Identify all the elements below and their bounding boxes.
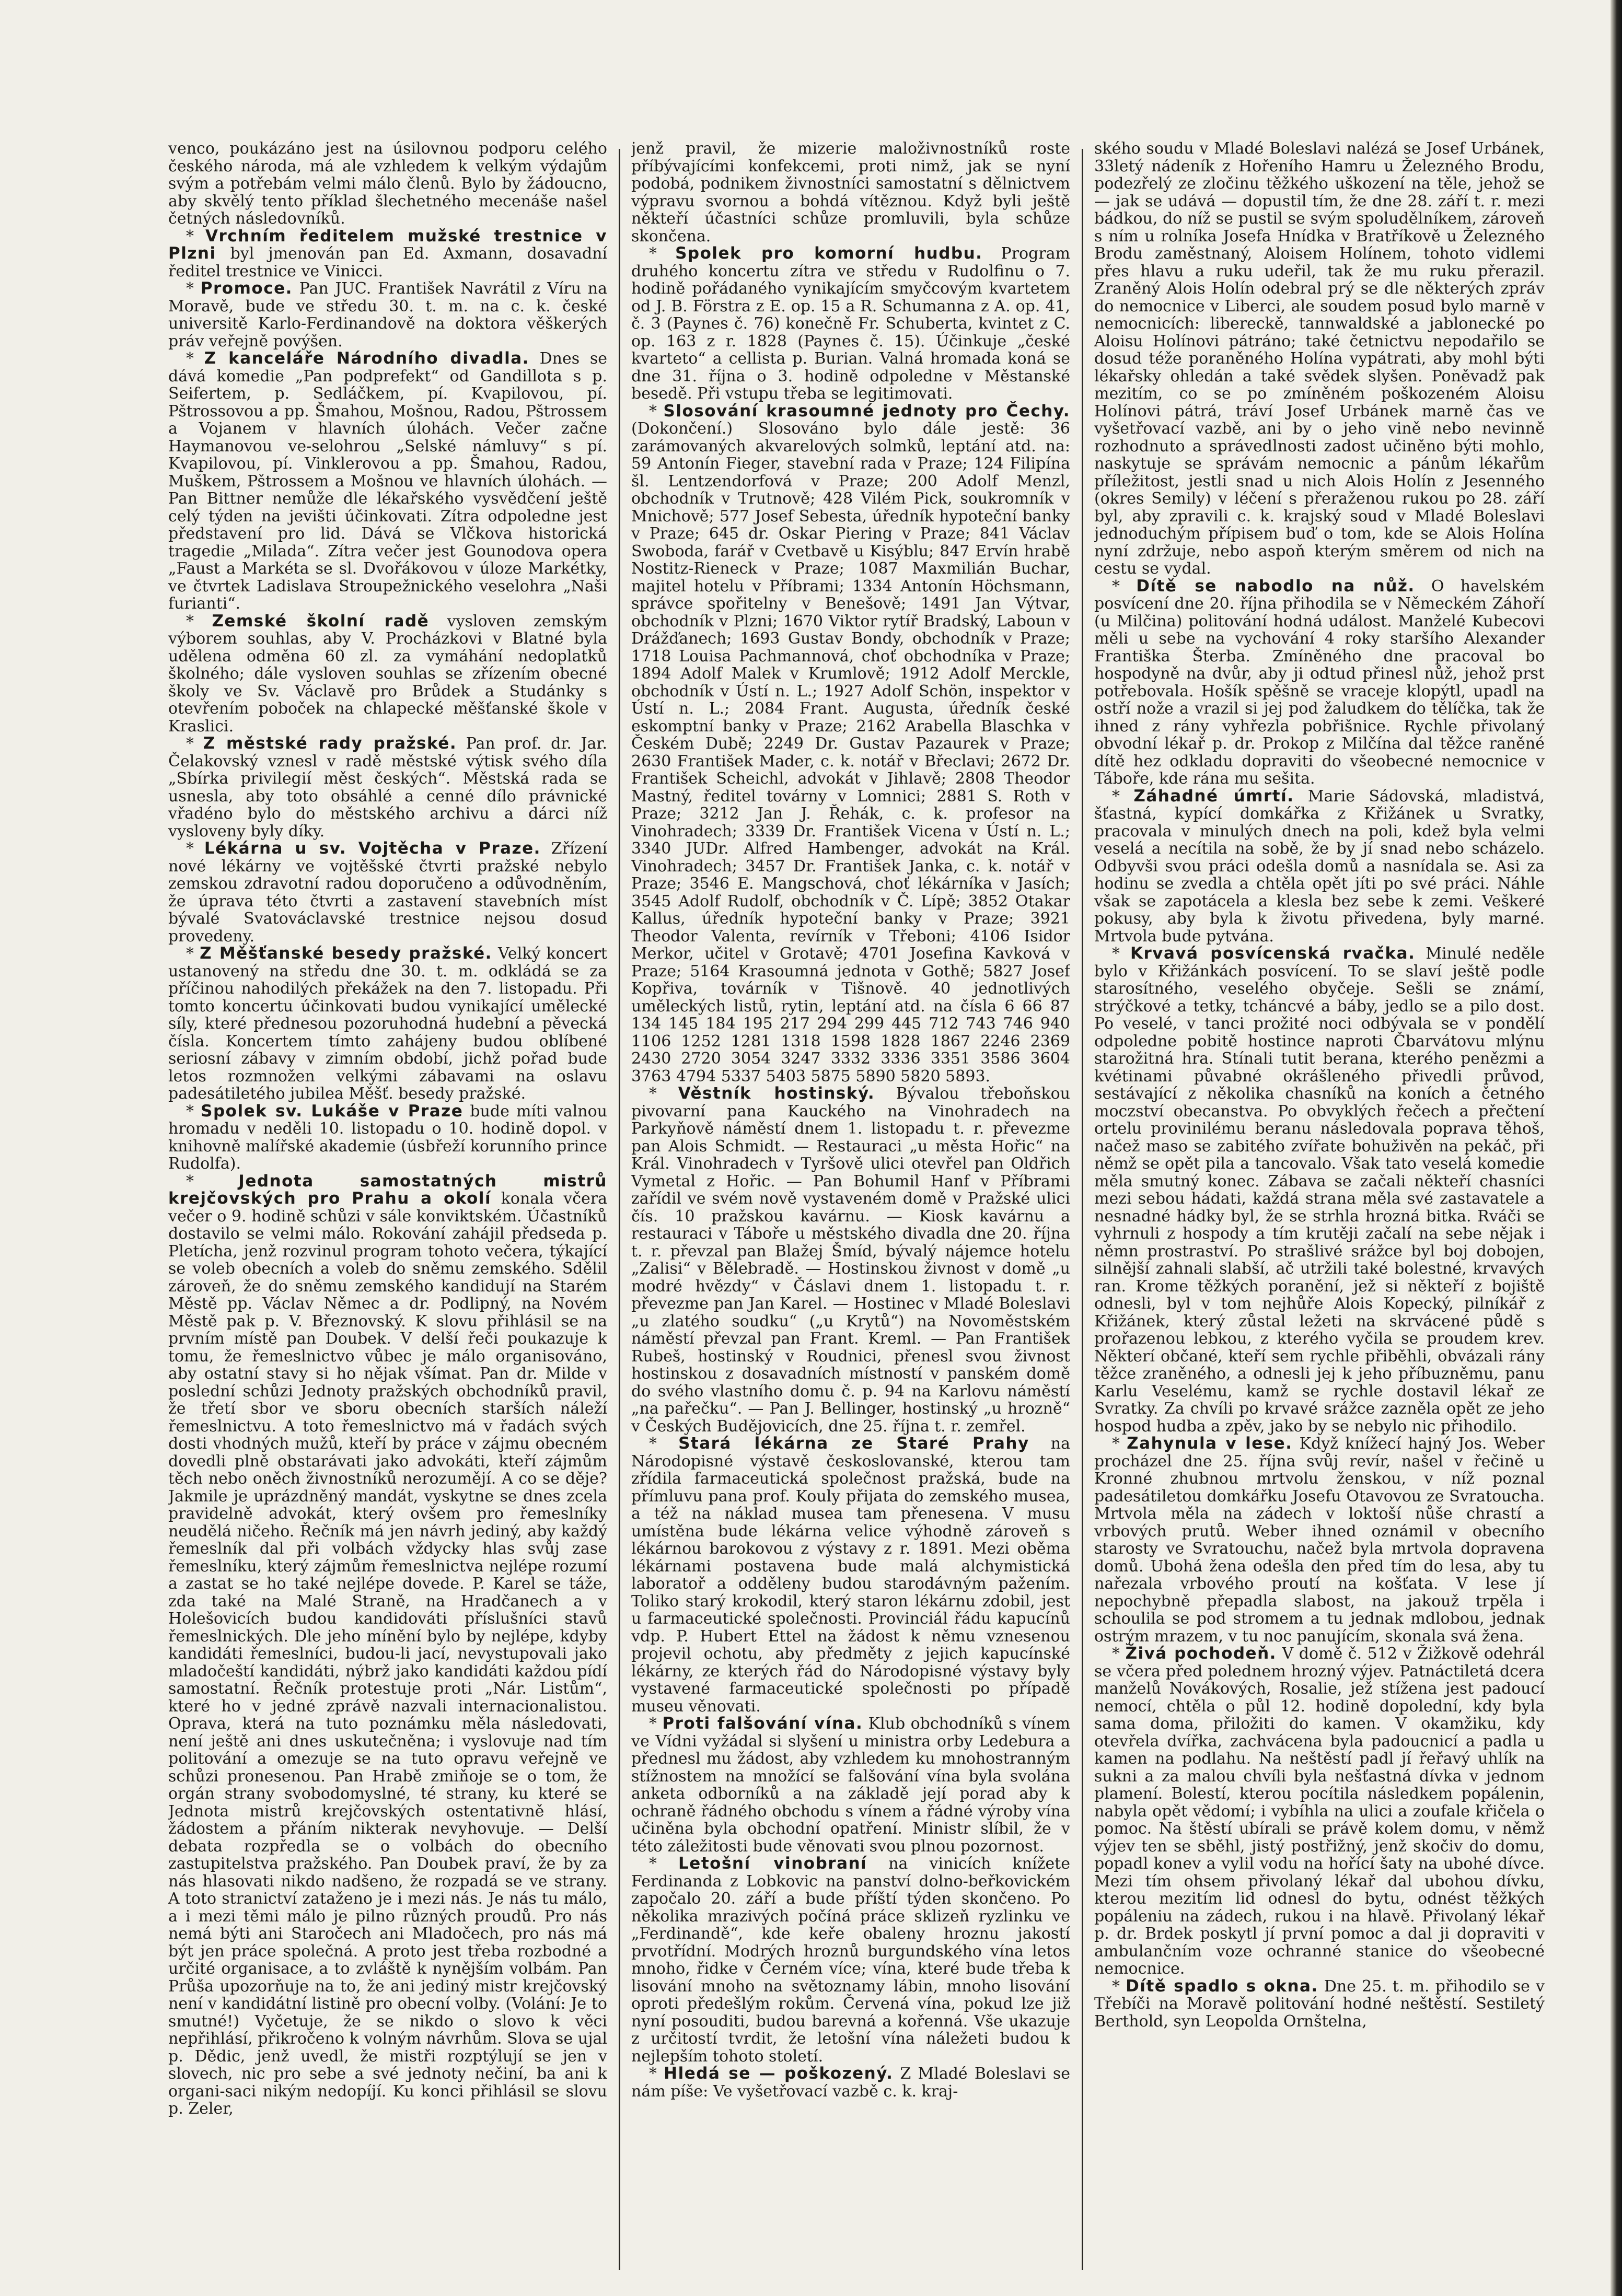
article-text: na vinicích knížete Ferdinanda z Lobkovic na panství dolno-beřkovickém započalo 20. září a bude příští týden skončeno. Po několika mrazivých počíná práce sklizeň ryzlinku ve „Ferdinandě“, kde keře obaleny hroznu jakostí prvotřídní. Modrých hroznů burgundského vína letos mnoho, řidke v Černém více; vína, které bude třeba k lisování mnoho na světoznamy lábin, mnoho lisování oproti předešlým rokům. Červená vína, pokud lze již nyní posouditi, budou barevná a kořenná. Vše ukazuje z určitostí tvrdit, že letošní vína náležeti budou k nejlepším tohoto století. [631,1855,1070,2066]
news-article: * Letošní vinobraní na vinicích knížete Ferdinanda z Lobkovic na panství dolno-beřkovickém započalo 20. září a bude příští týden skončeno. Po několika mrazivých počíná práce sklizeň ryzlinku ve „Ferdinandě“, kde keře obaleny hroznu jakostí prvotřídní. Modrých hroznů burgundského vína letos mnoho, řidke v Černém více; vína, které bude třeba k lisování mnoho na světoznamy lábin, mnoho lisování oproti předešlým rokům. Červená vína, pokud lze již nyní posouditi, budou barevná a kořenná. Vše ukazuje z určitostí tvrdit, že letošní vína náležeti budou k nejlepším tohoto století. [631,1854,1070,2066]
article-text: konala včera večer o 9. hodině schůzi v sále konviktském. Účastníků dostavilo se velmi málo. Rokování zahájil předseda p. Pletícha, jenž rozvinul program tohoto večera, týkající se voleb obecních a voleb do sněmu zemského. Sdělil zároveň, že do sněmu zemského kandidují na Starém Městě pp. Václav Němec a dr. Podlipný, na Novém Městě pak p. V. Březnovský. K slovu přihlásil se na prvním místě pan Doubek. V delší řeči poukazuje k tomu, že řemeslnictvo vůbec je málo organisováno, aby ostatní stavy si ho nějak všímat. Pan dr. Milde v poslední schůzi Jednoty pražských obchodníků pravil, že třetí sbor ve sboru obecních starších náleží řemeslnictvu. A toto řemeslnictvo má v řadách svých dosti vhodných mužů, kteří by práce v zájmu obecném dovedli plně obstarávati jako advokáti, kteří zájmům těch nebo oněch živnostníků nerozumějí. A co se děje? Jakmile je uprázdněný mandát, vyskytne se dnes zcela pravidelně advokát, který ovšem pro řemeslníky neudělá ničeho. Řečník má jen návrh jediný, aby každý řemeslník dal při volbách vždycky hlas svůj zase řemeslníku, který zájmům řemeslnictva nejlépe rozumí a zastat se ho také nejlépe dovede. P. Karel se táže, zda také na Malé Straně, na Hradčanech a v Holešovicích budou kandidováti příslušníci stavů řemeslnických. Dle jeho mínění bylo by nejlépe, kdyby kandidáti řemeslníci, budou-li jací, nevystupovali jako mladočeští kandidáti, nýbrž jako kandidáti každou pídí samostatní. Řečník protestuje proti „Nár. Listům“, které ho v jedné zprávě nazvali internacionalistou. Oprava, která na tuto poznámku měla následovati, není ještě ani dnes uskutečněna; i vyslovuje nad tím politování a omezuje se na tuto opravu veřejně ve schůzi pronesenou. Pan Hrabě zmiňoje se o tom, že orgán strany svobodomyslné, té strany, ku které se Jednota mistrů krejčovských ostentativně hlásí, žádostem a přáním nikterak nevyhovuje. — Delší debata rozpředla se o volbách do obecního zastupitelstva pražského. Pan Doubek praví, že by za nás hlasovati nikdo nadšeno, že rozpadá se ve strany. A toto stranictví zataženo je i mezi nás. Je nás tu málo, a i mezi těmi málo je pilno různých proudů. Pro nás nemá býti ani Staročech ani Mladočech, pro nás má být jen práce společná. A proto jest třeba rozbodné a určité organisace, a to zvláště k nynějším volbám. Pan Průša upozorňuje na to, že ani jediný mistr krejčovský není v kandidátní listině pro obecní volby. (Volání: Je to smutné!) Vyčetuje, že se nikdo o slovo k věci nepřihlásí, přikročeno k volným návrhům. Slova se ujal p. Dědic, jenž uvedl, že mistři rozptýlují se jen v slovech, nic pro sebe a své jednoty nečiní, ba ani k organi-saci nikým nedopíjí. Ku konci přihlásil se slovu p. Zeler, [168,1190,607,2118]
article-text: Dne 25. t. m. přihodilo se v Třebíči na Moravě politování hodné neštěstí. Sestiletý Berthold, syn Leopolda Ornštelna, [1094,1977,1545,2031]
article-text: O havelském posvícení dne 20. října přihodila se v Německém Záhoří (u Milčina) politování hodná událost. Manželé Kubecovi měli u sebe na vychování 4 roky staršího Alexander Františka Šterba. Zmíněného dne pracoval bo hospodyně na dvůr, aby ji odtud přinesl nůž, jehož prst potřebovala. Hošík spěšně se vraceje klopýtl, upadl na ostří nože a vrazil si jej pod žaludkem do tělíčka, tak že ihned z rány vyhřezla pobřišnice. Rychle přivolaný obvodní lékař p. dr. Prokop z Milčína dal těžce raněné dítě hez odkladu dopraviti do všeobecné nemocnice v Táboře, kde rána mu sešita. [1094,577,1545,788]
article-heading: Záhadné úmrtí. [1133,786,1294,806]
article-heading: Vrchním ředitelem mužské trestnice v Plzni [168,226,607,263]
article-heading: Živá pochodeň. [1125,1644,1277,1663]
article-heading: Z Měšťanské besedy pražské. [200,944,492,963]
article-text: byl jmenován pan Ed. Axmann, dosavadní ředitel trestnice ve Vinicci. [168,244,607,281]
article-text: (Dokončení.) Slosováno bylo dále jestě: 36 zarámovaných akvarelových solmků, leptání atd. na: 59 Antonín Fieger, stavební rada v Praze; 124 Filipína šl. Lentzendorfová v Praze; 200 Adolf Menzl, obchodník v Trutnově; 428 Vilém Pick, soukromník v Mnichově; 577 Josef Sebesta, úředník hypoteční banky v Praze; 645 dr. Oskar Piering v Praze; 841 Václav Swoboda, farář v Cvetbavě u Kisýblu; 847 Ervín hrabě Nostitz-Rieneck v Praze; 1087 Maxmilián Buchar, majitel hotelu v Příbrami; 1334 Antonín Höchsmann, správce spořitelny v Benešově; 1491 Jan Výtvar, obchodník v Plzni; 1670 Viktor rytíř Bradský, Laboun v Drážďanech; 1693 Gustav Bondy, obchodník v Praze; 1718 Louisa Pachmannová, choť obchodníka v Praze; 1894 Adolf Malek v Krumlově; 1912 Adolf Merckle, obchodník v Ústí n. L.; 1927 Adolf Schön, inspektor v Ústí n. L.; 2084 Frant. Augusta, úředník české eskomptní banky v Praze; 2162 Arabella Blaschka v Českém Dubě; 2249 Dr. Gustav Pazaurek v Praze; 2630 František Mader, c. k. notář v Břeclavi; 2672 Dr. František Scheichl, advokát v Jihlavě; 2808 Theodor Mastný, ředitel továrny v Lomnici; 2881 S. Roth v Praze; 3212 Jan J. Řehák, c. k. profesor na Vinohradech; 3339 Dr. František Vicena v Ústí n. L.; 3340 JUDr. Alfred Hambenger, advokát na Král. Vinohradech; 3457 Dr. František Janka, c. k. notář v Praze; 3546 E. Mangschová, choť lékárníka v Jasích; 3545 Adolf Rudolf, obchodník v Č. Lípě; 3852 Otakar Kallus, úředník hypoteční banky v Praze; 3921 Theodor Valenta, revírník v Třeboni; 4106 Isidor Merkor, učitel v Grotavě; 4701 Josefina Kavková v Praze; 5164 Krasoumná jednota v Gothě; 5827 Josef Kopřiva, továrník v Tišnově. 40 jednotlivých uměleckých listů, rytin, leptání atd. na čísla 6 66 87 134 145 184 195 217 294 299 445 712 743 746 940 1106 1252 1281 1318 1598 1828 1867 2246 2369 2430 2720 3054 3247 3332 3336 3351 3586 3604 3763 4794 5337 5403 5875 5890 5820 5893. [631,419,1070,1086]
article-heading: Hledá se — poškozený. [664,2064,894,2083]
article-heading: Letošní vinobraní [678,1854,867,1873]
article-text: ského soudu v Mladé Boleslavi nalézá se Josef Urbánek, 33letý nádeník z Hořeního Hamru u Železného Brodu, podezřelý ze zločinu těžkého uškození na těle, jehož se — jak se udává — dopustil tím, že dne 28. září t. r. mezi bádkou, do níž se pustil se svým spoludělníkem, zároveň s ním u rolníka Josefa Hnídka v Bratříkově u Železného Brodu zaměstnaný, Aloisem Holínem, tohoto vidlemi přes hlavu a ruku udeřil, tak že mu ruku přerazil. Zraněný Alois Holín odebral prý se dle některých zpráv do nemocnice v Liberci, ale soudem posud bylo marně v nemocnicích: libereckě, tannwaldské a jablonecké po Aloisu Holínovi pátráno; také četnictvu nepodařilo se dosud téže poraněného Holína vypátrati, aby mohl býti lékařsky ohledán a také svědek slyšen. Poněvadž pak mezitím, co se po zmíněném poškozeném Aloisu Holínovi pátrá, tráví Josef Urbánek marně čas ve vyšetřovací vazbě, ani by o jeho vině nebo nevinně rozhodnuto a správedlnosti zadost učiněno býti mohlo, naskytuje se správám nemocnic a pánům lékařům příležitost, jestli snad u nich Alois Holín z Jesenného (okres Semily) v léčení s přeraženou rukou po 28. září byl, aby zpravili c. k. krajský soud v Mladé Boleslavi jednoduchým přípisem buď o tom, kde se Alois Holína nyní zdržuje, nebo aspoň kterým směrem od nich na cestu se vydal. [1094,140,1545,578]
article-heading: Lékárna u sv. Vojtěcha v Praze. [204,839,541,858]
article-heading: Proti falšování vína. [662,1714,863,1733]
article-heading: Dítě se nabodlo na nůž. [1136,576,1415,596]
news-article: * Stará lékárna ze Staré Prahy na Národopisné výstavě českoslovanské, kterou tam zřídila farmaceutická společnost pražská, bude na přímluvu pana prof. Kouly přijata do zemského musea, a též na náklad musea tam přenesena. V musu umístěna bude lékárna velice výhodně zároveň s lékárnou barokovou z výstavy z r. 1891. Mezi oběma lékárnami postavena bude malá alchymistická laboratoř a odděleny budou starodávným pažením. Toliko starý krokodil, který staron lékárnu zdobil, jest u farmaceutické společnosti. Provinciál řádu kapucínů vdp. P. Hubert Ettel na žádost k němu vznesenou projevil ochotu, aby předměty z jejich kapucínské lékárny, ze kterých řád do Národopisné výstavy byly vystavené farmaceutické společnosti po případě museu věnovati. [631,1434,1070,1716]
news-article: * Proti falšování vína. Klub obchodníků s vínem ve Vídni vyžádal si slyšení u ministra orby Ledebura a přednesl mu žádost, aby vzhledem ku mnohostranným stížnostem na množící se falšování vína byla svolána anketa odborníků a na základě její porad aby k ochraně řádného obchodu s vínem a řádné výroby vína učiněna byla obchodní opatření. Ministr slíbil, že v této záležitosti bude věnovati svou plnou pozornost. [631,1714,1070,1856]
news-article: * Spolek sv. Lukáše v Praze bude míti valnou hromadu v neděli 10. listopadu o 10. hodině dopol. v knihovně malířské akademie (úsbřeží korunního prince Rudolfa). [168,1101,607,1173]
news-article: * Dítě se nabodlo na nůž. O havelském posvícení dne 20. října přihodila se v Německém Záhoří (u Milčina) politování hodná událost. Manželé Kubecovi měli u sebe na vychování 4 roky staršího Alexander Františka Šterba. Zmíněného dne pracoval bo hospodyně na dvůr, aby ji odtud přinesl nůž, jehož prst potřebovala. Hošík spěšně se vraceje klopýtl, upadl na ostří nože a vrazil si jej pod žaludkem do tělíčka, tak že ihned z rány vyhřezla pobřišnice. Rychle přivolaný obvodní lékař p. dr. Prokop z Milčína dal těžce raněné dítě hez odkladu dopraviti do všeobecné nemocnice v Táboře, kde rána mu sešita. [1094,576,1545,788]
article-text: na Národopisné výstavě českoslovanské, kterou tam zřídila farmaceutická společnost pražská, bude na přímluvu pana prof. Kouly přijata do zemského musea, a též na náklad musea tam přenesena. V musu umístěna bude lékárna velice výhodně zároveň s lékárnou barokovou z výstavy z r. 1891. Mezi oběma lékárnami postavena bude malá alchymistická laboratoř a odděleny budou starodávným pažením. Toliko starý krokodil, který staron lékárnu zdobil, jest u farmaceutické společnosti. Provinciál řádu kapucínů vdp. P. Hubert Ettel na žádost k němu vznesenou projevil ochotu, aby předměty z jejich kapucínské lékárny, ze kterých řád do Národopisné výstavy byly vystavené farmaceutické společnosti po případě museu věnovati. [631,1435,1070,1716]
news-article: * Lékárna u sv. Vojtěcha v Praze. Zřízení nové lékárny ve vojtěšské čtvrti pražské nebylo zemskou zdravotní radou doporučeno a odůvodněním, že úprava této čtvrti a zastavení stavebních míst bývalé Svatováclavské trestnice nejsou dosud provedeny. [168,839,607,946]
article-heading: Stará lékárna ze Staré Prahy [678,1434,1029,1453]
article-heading: Slosování krasoumné jednoty pro Čechy. [663,401,1070,421]
article-text: Program druhého koncertu zítra ve středu v Rudolfinu o 7. hodině pořádaného vynikajícím smyčcovým kvartetem od J. B. Förstra z E. op. 15 a R. Schumanna z A. op. 41, č. 3 (Paynes č. 76) konečně Fr. Schuberta, kvintet z C. op. 163 z r. 1828 (Paynes č. 15). Účinkuje „české kvarteto“ a cellista p. Burian. Valná hromada koná se dne 31. října o 3. hodině odpoledne v Městanské besedě. Při vstupu třeba se legitimovati. [631,244,1070,403]
article-heading: Promoce. [200,279,293,298]
article-heading: Spolek pro komorní hudbu. [675,244,983,263]
article-text: venco, poukázáno jest na úsilovnou podporu celého českého národa, má ale vzhledem k velkým výdajům svým a potřebám velmi málo členů. Bylo by žádoucno, aby skvělý tento příklad šlechetného mecenáše našel četných následovníků. [168,140,607,228]
article-heading: Zemské školní radě [212,611,430,631]
article-heading: Z kanceláře Národního divadla. [204,349,529,368]
news-article [168,140,607,228]
news-article: * Krvavá posvícenská rvačka. Minulé neděle bylo v Křižánkách posvícení. To se slaví ještě podle starosítného, veselého obyčeje. Sešli se známí, strýčkové a tetky, tcháncvé a báby, jedlo se a pilo dost. Po veselé, v tanci prožité noci odbývala se v pondělí odpoledne pobitě hostince naproti Čbarvátovu mlýnu starožitná hra. Stínali tutit berana, kterého penězmi a kvétinami půvabné okrášleného přivedli průvod, sestávající z několika chasníků na koních a četného moczství obecanstva. Po obvyklých řečech a přečtení ortelu provinilému beranu následovala poprava těhoš, načež maso se zabitého zvířate bohuživěn na pekáč, při němž se opět pila a tancovalo. Však tato veselá komedie měla smutný konec. Zábava se začali někteří chasníci mezi sebou hádati, každá strana měla své zastavatele a nesnadné hádky byl, že se strhla hrozná bitka. Rváči se vyhrnuli z hospody a tím krutěji začalí na sebe nějak i němn prostraství. Po strašlivé srážce byl boj dobojen, silnější zahnali slabší, ač utržili také bolestné, krvavých ran. Krome těžkých poranění, jež si někteří z bojiště odnesli, byl v tom nejhůře Alois Kopecký, pilníkář z Křižánek, který zůstal ležeti na skrvácené půdě s prořazenou lebkou, z kterého vyčila se proudem krev. Některí občané, kteří sem rychle přiběhli, obvázali rány těžce zraněného, a odnesli jej k jeho příbuzněmu, panu Karlu Veselému, kamž se rychle dostavil lékař ze Svratky. Za chvíli po krvavé srážce zazněla opět ze jeho hospod hudba a zpěv, jako by se nebylo nic přihodilo. [1094,944,1545,1436]
news-article: * Z kanceláře Národního divadla. Dnes se dává komedie „Pan podprefekt“ od Gandillota s p. Seifertem, p. Sedláčkem, pí. Kvapilovou, pí. Pštrossovou a pp. Šmahou, Mošnou, Radou, Pštrossem a Vojanem v hlavních úlohách. Večer začne Haymanovou ve-selohrou „Selské námluvy“ s pí. Kvapilovou, pí. Vinklerovou a pp. Šmahou, Radou, Muškem, Pštrossem a Mošnou ve hlavních úlohách. — Pan Bittner nemůže dle lékařského vysvědčení ještě celý týden na jevišti účinkovati. Zítra odpoledne jest představení pro lid. Dává se Vlčkova historická tragedie „Milada“. Zítra večer jest Gounodova opera „Faust a Markéta se sl. Dvořákovou v úloze Markétky, ve čtvrtek Ladislava Stroupežnického veselohra „Naši furianti“. [168,349,607,613]
column-divider [1082,149,1083,2270]
article-text: Pan JUC. František Navrátil z Víru na Moravě, bude ve středu 30. t. m. na c. k. české universitě Karlo-Ferdinandově na doktora věškerých práv veřejně povýšen. [168,279,607,351]
news-article: * Jednota samostatných mistrů krejčovských pro Prahu a okolí konala včera večer o 9. hodině schůzi v sále konviktském. Účastníků dostavilo se velmi málo. Rokování zahájil předseda p. Pletícha, jenž rozvinul program tohoto večera, týkající se voleb obecních a voleb do sněmu zemského. Sdělil zároveň, že do sněmu zemského kandidují na Starém Městě pp. Václav Němec a dr. Podlipný, na Novém Městě pak p. V. Březnovský. K slovu přihlásil se na prvním místě pan Doubek. V delší řeči poukazuje k tomu, že řemeslnictvo vůbec je málo organisováno, aby ostatní stavy si ho nějak všímat. Pan dr. Milde v poslední schůzi Jednoty pražských obchodníků pravil, že třetí sbor ve sboru obecních starších náleží řemeslnictvu. A toto řemeslnictvo má v řadách svých dosti vhodných mužů, kteří by práce v zájmu obecném dovedli plně obstarávati jako advokáti, kteří zájmům těch nebo oněch živnostníků nerozumějí. A co se děje? Jakmile je uprázdněný mandát, vyskytne se dnes zcela pravidelně advokát, který ovšem pro řemeslníky neudělá ničeho. Řečník má jen návrh jediný, aby každý řemeslník dal při volbách vždycky hlas svůj zase řemeslníku, který zájmům řemeslnictva nejlépe rozumí a zastat se ho také nejlépe dovede. P. Karel se táže, zda také na Malé Straně, na Hradčanech a v Holešovicích budou kandidováti příslušníci stavů řemeslnických. Dle jeho mínění bylo by nejlépe, kdyby kandidáti řemeslníci, budou-li jací, nevystupovali jako mladočeští kandidáti, nýbrž jako kandidáti každou pídí samostatní. Řečník protestuje proti „Nár. Listům“, které ho v jedné zprávě nazvali internacionalistou. Oprava, která na tuto poznámku měla následovati, není ještě ani dnes uskutečněna; i vyslovuje nad tím politování a omezuje se na tuto opravu veřejně ve schůzi pronesenou. Pan Hrabě zmiňoje se o tom, že orgán strany svobodomyslné, té strany, ku které se Jednota mistrů krejčovských ostentativně hlásí, žádostem a přáním nikterak nevyhovuje. — Delší debata rozpředla se o volbách do obecního zastupitelstva pražského. Pan Doubek praví, že by za nás hlasovati nikdo nadšeno, že rozpadá se ve strany. A toto stranictví zataženo je i mezi nás. Je nás tu málo, a i mezi těmi málo je pilno různých proudů. Pro nás nemá býti ani Staročech ani Mladočech, pro nás má být jen práce společná. A proto jest třeba rozbodné a určité organisace, a to zvláště k nynějším volbám. Pan Průša upozorňuje na to, že ani jediný mistr krejčovský není v kandidátní listině pro obecní volby. (Volání: Je to smutné!) Vyčetuje, že se nikdo o slovo k věci nepřihlásí, přikročeno k volným návrhům. Slova se ujal p. Dědic, jenž uvedl, že mistři rozptýlují se jen v slovech, nic pro sebe a své jednoty nečiní, ba ani k organi-saci nikým nedopíjí. Ku konci přihlásil se slovu p. Zeler, [168,1171,607,2118]
article-text: Zřízení nové lékárny ve vojtěšské čtvrti pražské nebylo zemskou zdravotní radou doporučeno a odůvodněním, že úprava této čtvrti a zastavení stavebních míst bývalé Svatováclavské trestnice nejsou dosud provedeny. [168,840,607,946]
news-article: * Promoce. Pan JUC. František Navrátil z Víru na Moravě, bude ve středu 30. t. m. na c. k. české universitě Karlo-Ferdinandově na doktora věškerých práv veřejně povýšen. [168,279,607,351]
news-article [631,140,1070,245]
article-text: Marie Sádovská, mladistvá, šťastná, kypící domkářka z Křižánek u Svratky, pracovala v minulých dnech na poli, kdež byla velmi veselá a necítila na sobě, že by jí snad nebo scházelo. Odbyvši svou práci odešla domů a nasnídala se. Asi za hodinu se zvedla a chtěla opět jíti po své práci. Náhle však se zapotácela a klesla bez sebe k zemi. Veškeré pokusy, aby byla k životu přivedena, byly marné. Mrtvola bude pytvána. [1094,787,1545,946]
article-heading: Jednota samostatných mistrů krejčovských pro Prahu a okolí [168,1171,607,1208]
news-article: * Živá pochodeň. V domě č. 512 v Žižkově odehrál se včera před polednem hrozný výjev. Patnáctiletá dcera manželů Novákových, Rosalie, jež stížena jest padoucí nemocí, chtěla o půl 12. hodině dopolední, kdy byla sama doma, přiložiti do kamen. V okamžiku, kdy otevřela dvířka, zachvácena byla padoucnicí a padla u kamen na podlahu. Na neštěstí padl jí řeřavý uhlík na sukni a za malou chvíli byla nešťastná dívka v jednom plamení. Bolestí, kterou pocítila následkem popálenin, nabyla opět vědomí; i vybíhla na ulici a zoufale křičela o pomoc. Na štěstí ubírali se právě kolem domu, v němž výjev ten se sběhl, jistý postřižný, jenž skočiv do domu, popadl konev a vylil vodu na hořící šaty na ubohé dívce. Mezi tím ohsem přivolaný lékař dal ubohou dívku, kterou mezitím lid odnesl do bytu, odnést těžkých popáleniu na zádech, rukou i na hlavě. Přivolaný lékař p. dr. Brdek poskytl jí první pomoc a dal ji dopraviti v ambulančním voze ochranné stanice do všeobecné nemocnice. [1094,1644,1545,1978]
news-article: * Vrchním ředitelem mužské trestnice v Plzni byl jmenován pan Ed. Axmann, dosavadní ředitel trestnice ve Vinicci. [168,226,607,281]
article-text: vysloven zemským výborem souhlas, aby V. Procházkovi v Blatné byla udělena odměna 60 zl. za vymáhání nedoplatků školného; dále vysloven souhlas se zřízením obecné školy ve Sv. Václavě pro Brůdek a Studánky s otevřením poboček na chlapecké měšťanské škole v Kraslici. [168,612,607,736]
article-text: Z Mladé Boleslavi se nám píše: Ve vyšetřovací vazbě c. k. kraj- [631,2065,1070,2101]
article-text: Když knížecí hajný Jos. Weber procházel dne 25. října svůj revír, našel v řečině u Kronné zhubnou mrtvolu ženskou, v níž poznal padesátiletou domkářku Josefu Otavovou ze Svratoucha. Mrtvola měla na zádech v loktoší nůše chrastí a vrbových prutů. Weber ihned oznámil v obecního starosty ve Svratouchu, načež byla mrtvola dopravena domů. Ubohá žena odešla den před tím do lesa, aby tu nařezala vrbového proutí na košťata. V lese jí nepochybně přepadla slabost, na jakouž trpěla i schoulila se pod stromem a tu jednak mdlobou, jednak ostrým mrazem, v tu noc panujícím, skonala svá žena. [1094,1435,1545,1646]
article-heading: Zahynula v lese. [1127,1434,1293,1453]
column-left [168,140,607,2277]
news-article: * Zahynula v lese. Když knížecí hajný Jos. Weber procházel dne 25. října svůj revír, našel v řečině u Kronné zhubnou mrtvolu ženskou, v níž poznal padesátiletou domkářku Josefu Otavovou ze Svratoucha. Mrtvola měla na zádech v loktoší nůše chrastí a vrbových prutů. Weber ihned oznámil v obecního starosty ve Svratouchu, načež byla mrtvola dopravena domů. Ubohá žena odešla den před tím do lesa, aby tu nařezala vrbového proutí na košťata. V lese jí nepochybně přepadla slabost, na jakouž trpěla i schoulila se pod stromem a tu jednak mdlobou, jednak ostrým mrazem, v tu noc panujícím, skonala svá žena. [1094,1434,1545,1646]
article-heading: Z městské rady pražské. [203,734,457,753]
article-text: V domě č. 512 v Žižkově odehrál se včera před polednem hrozný výjev. Patnáctiletá dcera manželů Novákových, Rosalie, jež stížena jest padoucí nemocí, chtěla o půl 12. hodině dopolední, kdy byla sama doma, přiložiti do kamen. V okamžiku, kdy otevřela dvířka, zachvácena byla padoucnicí a padla u kamen na podlahu. Na neštěstí padl jí řeřavý uhlík na sukni a za malou chvíli byla nešťastná dívka v jednom plamení. Bolestí, kterou pocítila následkem popálenin, nabyla opět vědomí; i vybíhla na ulici a zoufale křičela o pomoc. Na štěstí ubírali se právě kolem domu, v němž výjev ten se sběhl, jistý postřižný, jenž skočiv do domu, popadl konev a vylil vodu na hořící šaty na ubohé dívce. Mezi tím ohsem přivolaný lékař dal ubohou dívku, kterou mezitím lid odnesl do bytu, odnést těžkých popáleniu na zádech, rukou i na hlavě. Přivolaný lékař p. dr. Brdek poskytl jí první pomoc a dal ji dopraviti v ambulančním voze ochranné stanice do všeobecné nemocnice. [1094,1645,1545,1978]
article-text: Velký koncert ustanovený na středu dne 30. t. m. odkládá se za příčinou nahodilých překážek na den 7. listopadu. Při tomto koncertu účinkovati budou vynikající umělecké síly, které přednesou pozoruhodná hudební a pěvecká čísla. Koncertem tímto zahájeny budou oblíbené seriosní zábavy v zimním období, jichž pořad bude letos rozmnožen velkými zábavami na oslavu padesátiletého jubilea Měšť. besedy pražské. [168,945,607,1103]
article-heading: Spolek sv. Lukáše v Praze [201,1101,464,1121]
news-article: * Dítě spadlo s okna. Dne 25. t. m. přihodilo se v Třebíči na Moravě politování hodné neštěstí. Sestiletý Berthold, syn Leopolda Ornštelna, [1094,1976,1545,2031]
page-edge [1611,0,1622,2296]
article-text: bude míti valnou hromadu v neděli 10. listopadu o 10. hodině dopol. v knihovně malířské akademie (úsbřeží korunního prince Rudolfa). [168,1102,607,1173]
news-article: * Hledá se — poškozený. Z Mladé Boleslavi se nám píše: Ve vyšetřovací vazbě c. k. kraj- [631,2064,1070,2101]
column-right [1094,140,1545,2277]
article-text: Pan prof. dr. Jar. Čelakovský vznesl v radě městské výtisk svého díla „Sbírka privilegií měst českých“. Městská rada se usnesla, aby toto obsáhlé a cenné dílo právnické vřadéno bylo do městského archivu a dárci níž vysloveny byly díky. [168,735,607,841]
news-article: * Spolek pro komorní hudbu. Program druhého koncertu zítra ve středu v Rudolfinu o 7. hodině pořádaného vynikajícím smyčcovým kvartetem od J. B. Förstra z E. op. 15 a R. Schumanna z A. op. 41, č. 3 (Paynes č. 76) konečně Fr. Schuberta, kvintet z C. op. 163 z r. 1828 (Paynes č. 15). Účinkuje „české kvarteto“ a cellista p. Burian. Valná hromada koná se dne 31. října o 3. hodině odpoledne v Městanské besedě. Při vstupu třeba se legitimovati. [631,244,1070,403]
article-heading: Krvavá posvícenská rvačka. [1130,944,1416,963]
news-article: * Zemské školní radě vysloven zemským výborem souhlas, aby V. Procházkovi v Blatné byla udělena odměna 60 zl. za vymáhání nedoplatků školného; dále vysloven souhlas se zřízením obecné školy ve Sv. Václavě pro Brůdek a Studánky s otevřením poboček na chlapecké měšťanské škole v Kraslici. [168,611,607,736]
article-text: Dnes se dává komedie „Pan podprefekt“ od Gandillota s p. Seifertem, p. Sedláčkem, pí. Kvapilovou, pí. Pštrossovou a pp. Šmahou, Mošnou, Radou, Pštrossem a Vojanem v hlavních úlohách. Večer začne Haymanovou ve-selohrou „Selské námluvy“ s pí. Kvapilovou, pí. Vinklerovou a pp. Šmahou, Radou, Muškem, Pštrossem a Mošnou ve hlavních úlohách. — Pan Bittner nemůže dle lékařského vysvědčení ještě celý týden na jevišti účinkovati. Zítra odpoledne jest představení pro lid. Dává se Vlčkova historická tragedie „Milada“. Zítra večer jest Gounodova opera „Faust a Markéta se sl. Dvořákovou v úloze Markétky, ve čtvrtek Ladislava Stroupežnického veselohra „Naši furianti“. [168,349,607,613]
news-article: * Slosování krasoumné jednoty pro Čechy. (Dokončení.) Slosováno bylo dále jestě: 36 zarámovaných akvarelových solmků, leptání atd. na: 59 Antonín Fieger, stavební rada v Praze; 124 Filipína šl. Lentzendorfová v Praze; 200 Adolf Menzl, obchodník v Trutnově; 428 Vilém Pick, soukromník v Mnichově; 577 Josef Sebesta, úředník hypoteční banky v Praze; 645 dr. Oskar Piering v Praze; 841 Václav Swoboda, farář v Cvetbavě u Kisýblu; 847 Ervín hrabě Nostitz-Rieneck v Praze; 1087 Maxmilián Buchar, majitel hotelu v Příbrami; 1334 Antonín Höchsmann, správce spořitelny v Benešově; 1491 Jan Výtvar, obchodník v Plzni; 1670 Viktor rytíř Bradský, Laboun v Drážďanech; 1693 Gustav Bondy, obchodník v Praze; 1718 Louisa Pachmannová, choť obchodníka v Praze; 1894 Adolf Malek v Krumlově; 1912 Adolf Merckle, obchodník v Ústí n. L.; 1927 Adolf Schön, inspektor v Ústí n. L.; 2084 Frant. Augusta, úředník české eskomptní banky v Praze; 2162 Arabella Blaschka v Českém Dubě; 2249 Dr. Gustav Pazaurek v Praze; 2630 František Mader, c. k. notář v Břeclavi; 2672 Dr. František Scheichl, advokát v Jihlavě; 2808 Theodor Mastný, ředitel továrny v Lomnici; 2881 S. Roth v Praze; 3212 Jan J. Řehák, c. k. profesor na Vinohradech; 3339 Dr. František Vicena v Ústí n. L.; 3340 JUDr. Alfred Hambenger, advokát na Král. Vinohradech; 3457 Dr. František Janka, c. k. notář v Praze; 3546 E. Mangschová, choť lékárníka v Jasích; 3545 Adolf Rudolf, obchodník v Č. Lípě; 3852 Otakar Kallus, úředník hypoteční banky v Praze; 3921 Theodor Valenta, revírník v Třeboni; 4106 Isidor Merkor, učitel v Grotavě; 4701 Josefina Kavková v Praze; 5164 Krasoumná jednota v Gothě; 5827 Josef Kopřiva, továrník v Tišnově. 40 jednotlivých uměleckých listů, rytin, leptání atd. na čísla 6 66 87 134 145 184 195 217 294 299 445 712 743 746 940 1106 1252 1281 1318 1598 1828 1867 2246 2369 2430 2720 3054 3247 3332 3336 3351 3586 3604 3763 4794 5337 5403 5875 5890 5820 5893. [631,401,1070,1086]
article-text: Bývalou třeboňskou pivovarní pana Kauckého na Vinohradech na Parkyňově náměstí dnem 1. listopadu t. r. převezme pan Alois Schmidt. — Restauraci „u města Hořic“ na Král. Vinohradech v Tyršově ulici otevřel pan Oldřich Vymetal z Hořic. — Pan Bohumil Hanf v Příbrami zařídil ve svém nově vystaveném domě v Pražské ulici čís. 10 pražskou kavárnu. — Kiosk kavárnu a restauraci v Táboře u městského divadla dne 20. října t. r. převzal pan Blažej Šmíd, bývalý nájemce hotelu „Zalisi“ v Bělebradě. — Hostinskou živnost v domě „u modré hvězdy“ v Čáslavi dnem 1. listopadu t. r. převezme pan Jan Karel. — Hostinec v Mladé Boleslavi „u zlatého soudku“ („u Krytů“) na Novoměstském náměstí převzal pan Frant. Kreml. — Pan František Rubeš, hostinský v Roudnici, přenesl svou živnost hostinskou z dosavadních místností v panském domě do svého vlastního domu č. p. 94 na Karlovu náměstí „na pařečku“. — Pan J. Bellinger, hostinský „u hrozně“ v Českých Budějovicích, dne 25. října t. r. zemřel. [631,1085,1070,1436]
column-middle [631,140,1070,2277]
news-article: * Z městské rady pražské. Pan prof. dr. Jar. Čelakovský vznesl v radě městské výtisk svého díla „Sbírka privilegií měst českých“. Městská rada se usnesla, aby toto obsáhlé a cenné dílo právnické vřadéno bylo do městského archivu a dárci níž vysloveny byly díky. [168,734,607,841]
news-article: * Z Měšťanské besedy pražské. Velký koncert ustanovený na středu dne 30. t. m. odkládá se za příčinou nahodilých překážek na den 7. listopadu. Při tomto koncertu účinkovati budou vynikající umělecké síly, které přednesou pozoruhodná hudební a pěvecká čísla. Koncertem tímto zahájeny budou oblíbené seriosní zábavy v zimním období, jichž pořad bude letos rozmnožen velkými zábavami na oslavu padesátiletého jubilea Měšť. besedy pražské. [168,944,607,1103]
column-divider [619,149,620,2270]
article-text: jenž pravil, že mizerie maloživnostníků roste příbývajícími konfekcemi, proti nimž, jak se nyní podobá, podnikem živnostníci samostatní s dělnictvem výpravu svornou a bohdá vítěznou. Když byli ještě někteří účastníci schůze promluvili, byla schůze skončena. [631,140,1070,246]
article-heading: Věstník hostinský. [678,1084,875,1103]
article-text: Klub obchodníků s vínem ve Vídni vyžádal si slyšení u ministra orby Ledebura a přednesl mu žádost, aby vzhledem ku mnohostranným stížnostem na množící se falšování vína byla svolána anketa odborníků a na základě její porad aby k ochraně řádného obchodu s vínem a řádné výroby vína učiněna byla obchodní opatření. Ministr slíbil, že v této záležitosti bude věnovati svou plnou pozornost. [631,1715,1070,1856]
news-article: * Věstník hostinský. Bývalou třeboňskou pivovarní pana Kauckého na Vinohradech na Parkyňově náměstí dnem 1. listopadu t. r. převezme pan Alois Schmidt. — Restauraci „u města Hořic“ na Král. Vinohradech v Tyršově ulici otevřel pan Oldřich Vymetal z Hořic. — Pan Bohumil Hanf v Příbrami zařídil ve svém nově vystaveném domě v Pražské ulici čís. 10 pražskou kavárnu. — Kiosk kavárnu a restauraci v Táboře u městského divadla dne 20. října t. r. převzal pan Blažej Šmíd, bývalý nájemce hotelu „Zalisi“ v Bělebradě. — Hostinskou živnost v domě „u modré hvězdy“ v Čáslavi dnem 1. listopadu t. r. převezme pan Jan Karel. — Hostinec v Mladé Boleslavi „u zlatého soudku“ („u Krytů“) na Novoměstském náměstí převzal pan Frant. Kreml. — Pan František Rubeš, hostinský v Roudnici, přenesl svou živnost hostinskou z dosavadních místností v panském domě do svého vlastního domu č. p. 94 na Karlovu náměstí „na pařečku“. — Pan J. Bellinger, hostinský „u hrozně“ v Českých Budějovicích, dne 25. října t. r. zemřel. [631,1084,1070,1436]
article-text: Minulé neděle bylo v Křižánkách posvícení. To se slaví ještě podle starosítného, veselého obyčeje. Sešli se známí, strýčkové a tetky, tcháncvé a báby, jedlo se a pilo dost. Po veselé, v tanci prožité noci odbývala se v pondělí odpoledne pobitě hostince naproti Čbarvátovu mlýnu starožitná hra. Stínali tutit berana, kterého penězmi a kvétinami půvabné okrášleného přivedli průvod, sestávající z několika chasníků na koních a četného moczství obecanstva. Po obvyklých řečech a přečtení ortelu provinilému beranu následovala poprava těhoš, načež maso se zabitého zvířate bohuživěn na pekáč, při němž se opět pila a tancovalo. Však tato veselá komedie měla smutný konec. Zábava se začali někteří chasníci mezi sebou hádati, každá strana měla své zastavatele a nesnadné hádky byl, že se strhla hrozná bitka. Rváči se vyhrnuli z hospody a tím krutěji začalí na sebe nějak i němn prostraství. Po strašlivé srážce byl boj dobojen, silnější zahnali slabší, ač utržili také bolestné, krvavých ran. Krome těžkých poranění, jež si někteří z bojiště odnesli, byl v tom nejhůře Alois Kopecký, pilníkář z Křižánek, který zůstal ležeti na skrvácené půdě s prořazenou lebkou, z kterého vyčila se proudem krev. Některí občané, kteří sem rychle přiběhli, obvázali rány těžce zraněného, a odnesli jej k jeho příbuzněmu, panu Karlu Veselému, kamž se rychle dostavil lékař ze Svratky. Za chvíli po krvavé srážce zazněla opět ze jeho hospod hudba a zpěv, jako by se nebylo nic přihodilo. [1094,945,1545,1436]
news-article: * Záhadné úmrtí. Marie Sádovská, mladistvá, šťastná, kypící domkářka z Křižánek u Svratky, pracovala v minulých dnech na poli, kdež byla velmi veselá a necítila na sobě, že by jí snad nebo scházelo. Odbyvši svou práci odešla domů a nasnídala se. Asi za hodinu se zvedla a chtěla opět jíti po své práci. Náhle však se zapotácela a klesla bez sebe k zemi. Veškeré pokusy, aby byla k životu přivedena, byly marné. Mrtvola bude pytvána. [1094,786,1545,946]
article-heading: Dítě spadlo s okna. [1126,1976,1318,1996]
news-article [1094,140,1545,578]
